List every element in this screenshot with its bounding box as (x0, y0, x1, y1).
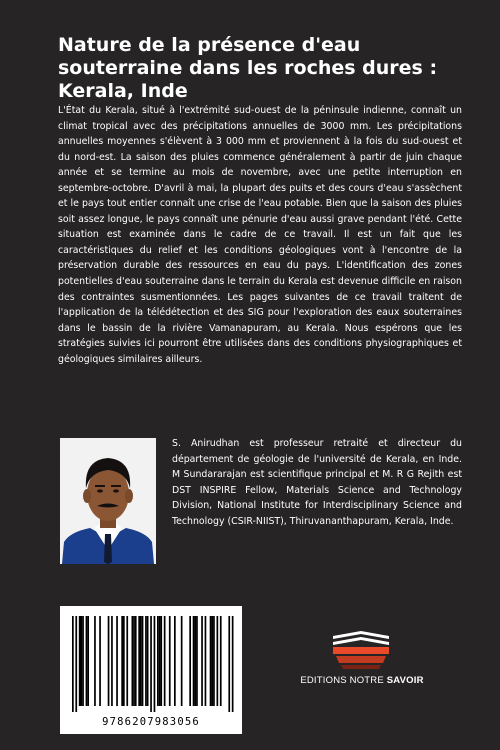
barcode-bar (87, 616, 89, 706)
isbn-number: 9786207983056 (102, 716, 200, 728)
barcode-bar (154, 616, 156, 712)
publisher-name-prefix: EDITIONS NOTRE (300, 675, 384, 686)
barcode-bar (147, 616, 149, 706)
book-title: Nature de la présence d'eau souterraine dans les roches dures : Kerala, Inde (58, 34, 438, 102)
barcode-bar (126, 616, 128, 706)
barcode-bar (123, 616, 125, 706)
barcode-bar (164, 616, 166, 706)
barcode-bar (79, 616, 81, 706)
barcode-bar (99, 616, 101, 706)
publisher-name (296, 675, 428, 686)
isbn-barcode (60, 606, 242, 734)
barcode-bar (140, 616, 142, 706)
publisher-name-bold: SAVOIR (386, 675, 424, 686)
barcode-bar (111, 616, 113, 706)
barcode-bar (75, 616, 77, 712)
author-photo (60, 438, 156, 564)
barcode-bar (138, 616, 140, 706)
barcode-bar (211, 616, 213, 706)
barcode-bar (121, 616, 123, 706)
barcode-bar (201, 616, 203, 706)
barcode-bar (116, 616, 118, 706)
barcode-bar (213, 616, 215, 706)
barcode-bar (220, 616, 222, 706)
barcode-bar (157, 616, 159, 706)
barcode-bar (193, 616, 195, 706)
book-summary: L'État du Kerala, situé à l'extrémité sud-ouest de la péninsule indienne, connaît un climat tropical avec des précipitations annuelles de 3000 mm. Les précipitations annuelles moyennes s'élèvent à 3 000 mm et proviennent à la fois du sud-ouest et du nord-est. La saison des pluies commence généralement à partir de juin chaque année et se termine au mois de novembre, avec une petite interruption en septembre-octobre. D'avril à mai, la plupart des puits et des cours d'eau s'assèchent et le pays tout entier connaît une crise de l'eau potable. Bien que la saison des pluies soit assez longue, le pays connaît une pénurie d'eau aussi grave pendant l'été. Cette situation est examinée dans le cadre de ce travail. Il est un fait que les caractéristiques du relief et les conditions géologiques vont à l'encontre de la préservation durable des ressources en eau du pays. L'identification des zones potentielles d'eau souterraine dans le terrain du Kerala est devenue difficile en raison des contraintes susmentionnées. Les pages suivantes de ce travail traitent de l'application de la télédétection et des SIG pour l'exploration des eaux souterraines dans le bassin de la rivière Vamanapuram, au Kerala. Nous espérons que les stratégies suivies ici pourront être utilisées dans des conditions physiographiques et géologiques similaires ailleurs. (58, 105, 462, 365)
barcode-bar (174, 616, 176, 706)
barcode-bar (81, 616, 83, 706)
barcode-bar (181, 616, 183, 706)
barcode-bar (232, 616, 234, 712)
barcode-bar (132, 616, 134, 706)
barcode-bar (135, 616, 137, 706)
barcode-bar (86, 616, 88, 706)
publisher-logo-icon (327, 630, 395, 670)
barcode-bar (160, 616, 162, 706)
barcode-bar (145, 616, 147, 706)
barcode-bar (82, 616, 84, 706)
barcode-bar (150, 616, 152, 712)
author-bio: S. Anirudhan est professeur retraité et directeur du département de géologie de l'université de Kerala, en Inde. M Sundararajan est scientifique principal et M. R G Rejith est DST INSPIRE Fellow, Materials Science and Technology Division, National Institute for Interdisciplinary Science and Technology (CSIR-NIIST), Thiruvananthapuram, Kerala, Inde. (172, 438, 462, 527)
barcode-bar (108, 616, 110, 706)
barcode-bar (133, 616, 135, 706)
barcode-bar (142, 616, 144, 706)
barcode-icon (60, 606, 242, 714)
author-portrait-icon (60, 438, 156, 564)
barcode-bar (194, 616, 196, 706)
barcode-bar (72, 616, 74, 712)
barcode-bar (228, 616, 230, 712)
barcode-bar (196, 616, 198, 706)
barcode-bar (169, 616, 171, 706)
barcode-bar (159, 616, 161, 706)
barcode-bar (210, 616, 212, 706)
barcode-bar (94, 616, 96, 706)
barcode-bar (189, 616, 191, 706)
barcode-bar (217, 616, 219, 706)
barcode-bar (205, 616, 207, 706)
